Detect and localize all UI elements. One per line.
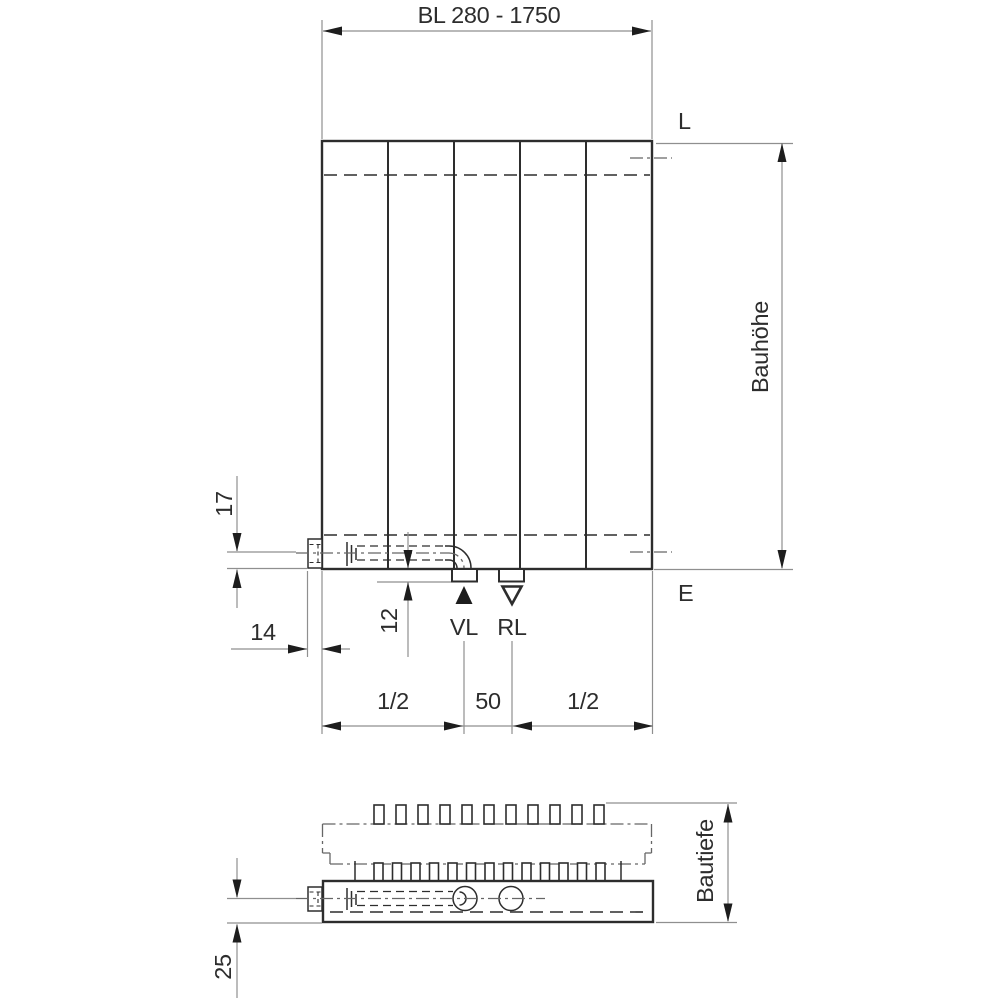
pipe-center-offset-value: 17 bbox=[211, 491, 237, 517]
convector-fin bbox=[485, 863, 494, 881]
convector-fin bbox=[374, 805, 384, 824]
half-left-value: 1/2 bbox=[377, 688, 409, 714]
convector-fin bbox=[528, 805, 538, 824]
convector-fin bbox=[504, 863, 513, 881]
dim-arrow-icon bbox=[634, 722, 653, 731]
dim-height bbox=[654, 143, 793, 570]
convector-fin bbox=[448, 863, 457, 881]
supply-label: VL bbox=[449, 614, 479, 640]
dim-connection-spacing bbox=[322, 571, 653, 734]
dim-arrow-icon bbox=[288, 645, 307, 654]
convector-fin bbox=[411, 863, 420, 881]
dim-valve-projection bbox=[231, 571, 350, 734]
convector-fin bbox=[541, 863, 550, 881]
dim-arrow-icon bbox=[323, 27, 342, 36]
convector-fin bbox=[430, 863, 439, 881]
convector-fin bbox=[467, 863, 476, 881]
top-view bbox=[296, 805, 653, 922]
pipe-axis-depth-value: 25 bbox=[210, 954, 236, 980]
dim-pipe-axis-depth bbox=[210, 858, 322, 998]
convector-fin bbox=[596, 863, 605, 881]
dim-arrow-icon bbox=[444, 722, 463, 731]
valve-projection-value: 14 bbox=[250, 619, 276, 645]
dim-arrow-icon bbox=[404, 582, 413, 601]
convector-fins-top bbox=[374, 805, 604, 824]
convector-fin bbox=[440, 805, 450, 824]
dim-arrow-icon bbox=[233, 880, 242, 899]
dim-arrow-icon bbox=[233, 570, 242, 589]
convector-fin bbox=[484, 805, 494, 824]
convector-fin bbox=[572, 805, 582, 824]
dim-arrow-icon bbox=[632, 27, 651, 36]
convector-fin bbox=[393, 863, 402, 881]
supply-flow-icon bbox=[456, 586, 473, 604]
dim-arrow-icon bbox=[778, 550, 787, 569]
radiator-body bbox=[322, 141, 652, 569]
front-view bbox=[296, 141, 672, 604]
level-bottom-label: E bbox=[678, 580, 694, 606]
dim-arrow-icon bbox=[233, 924, 242, 943]
convector-fins-bottom bbox=[374, 863, 605, 881]
convector-fin bbox=[578, 863, 587, 881]
center-spacing-value: 50 bbox=[475, 688, 501, 714]
header-tube bbox=[323, 881, 653, 922]
dim-arrow-icon bbox=[322, 722, 341, 731]
level-top-label: L bbox=[678, 108, 691, 134]
dim-arrow-icon bbox=[724, 804, 733, 823]
convector-fin bbox=[594, 805, 604, 824]
stub-length-value: 12 bbox=[376, 608, 402, 634]
convector-fin bbox=[418, 805, 428, 824]
return-stub bbox=[499, 569, 524, 582]
dim-arrow-icon bbox=[724, 904, 733, 923]
convector-fin bbox=[462, 805, 472, 824]
convector-fin bbox=[396, 805, 406, 824]
half-right-value: 1/2 bbox=[567, 688, 599, 714]
overall-width-value: BL 280 - 1750 bbox=[417, 2, 561, 28]
return-label: RL bbox=[497, 614, 527, 640]
depth-label: Bautiefe bbox=[692, 819, 718, 903]
dim-arrow-icon bbox=[513, 722, 532, 731]
dim-arrow-icon bbox=[778, 143, 787, 162]
dim-arrow-icon bbox=[233, 533, 242, 552]
return-flow-icon bbox=[503, 587, 522, 605]
convector-fin bbox=[506, 805, 516, 824]
supply-stub bbox=[452, 569, 477, 582]
convector-fin bbox=[374, 863, 383, 881]
dim-arrow-icon bbox=[322, 645, 341, 654]
panel-phantom-outline bbox=[323, 824, 652, 864]
dim-overall-width bbox=[322, 2, 652, 139]
convector-fin bbox=[522, 863, 531, 881]
dim-pipe-center-offset bbox=[211, 476, 307, 608]
convector-fin bbox=[559, 863, 568, 881]
convector-fin bbox=[550, 805, 560, 824]
height-label: Bauhöhe bbox=[747, 301, 773, 393]
